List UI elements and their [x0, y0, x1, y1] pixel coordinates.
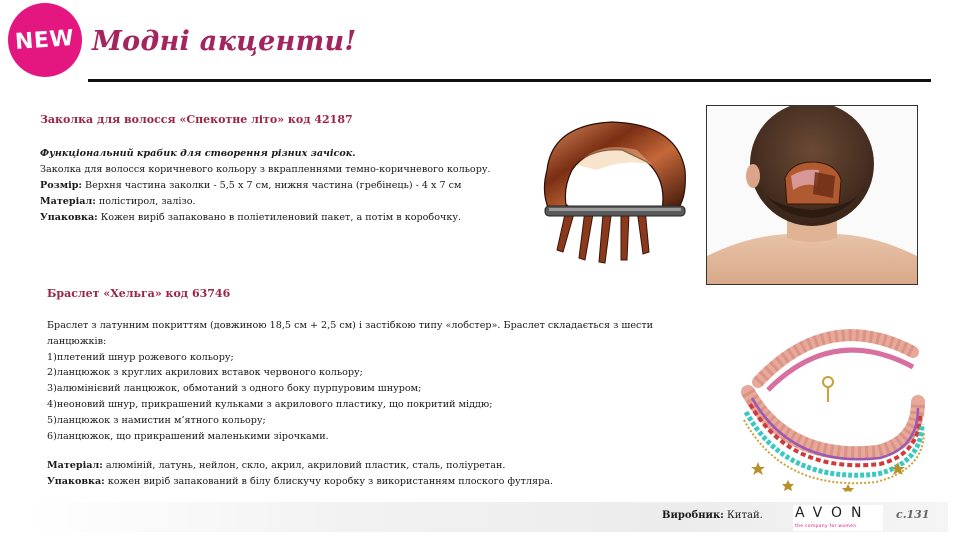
avon-wordmark: AVON	[795, 505, 871, 521]
clip-size-value: Верхня частина заколки - 5,5 х 7 см, нижня частина (гребінець) - 4 х 7 см	[85, 180, 462, 191]
clip-lead: Функціональний крабик для створення різних зачісок.	[40, 148, 356, 159]
hair-clip-model-photo	[706, 105, 918, 285]
bracelet-chain-item: 4)неоновий шнур, прикрашений кульками з акрилового пластику, що покритий міддю;	[47, 398, 493, 410]
clip-material-line	[40, 194, 510, 210]
avon-logo	[793, 505, 883, 531]
bracelet-chain-item: 1)плетений шнур рожевого кольору;	[47, 351, 234, 363]
new-badge	[8, 3, 82, 77]
bracelet-material-line	[47, 458, 677, 474]
clip-packaging-line	[40, 210, 510, 226]
bracelet-intro: Браслет з латунним покриттям (довжиною 18,5 см + 2,5 см) і застібкою типу «лобстер». Браслет складається з шести ланцюжків:	[47, 320, 654, 347]
hair-clip-product-image	[527, 110, 697, 280]
spacer	[47, 444, 677, 458]
producer-info	[662, 510, 763, 521]
clip-material-label: Матеріал:	[40, 196, 96, 207]
avon-tagline: the company for women	[795, 524, 857, 529]
new-badge-label: NEW	[14, 25, 76, 55]
bracelet-packaging-label: Упаковка:	[47, 476, 105, 488]
bracelet-chain-item: 3)алюмінієвий ланцюжок, обмотаний з одного боку пурпуровим шнуром;	[47, 383, 422, 395]
producer-label: Виробник:	[662, 510, 724, 521]
bracelet-material-value: алюміній, латунь, нейлон, скло, акрил, акриловий пластик, сталь, поліуретан.	[105, 460, 506, 472]
model-back-of-head-image	[707, 106, 917, 284]
clip-material-value: полістирол, залізо.	[98, 196, 196, 207]
bracelet-product-title: Браслет «Хельга» код 63746	[47, 287, 231, 300]
page-title: Модні акценти!	[92, 26, 357, 57]
header-divider	[88, 79, 931, 82]
bracelet-description	[47, 318, 677, 490]
clip-description-text: Заколка для волосся коричневого кольору з вкрапленнями темно-коричневого кольору.	[40, 164, 491, 175]
bracelet-chain-item: 5)ланцюжок з намистин м’ятного кольору;	[47, 414, 266, 426]
page-number: с.131	[896, 508, 930, 521]
bracelet-packaging-value: кожен виріб запакований в білу блискучу коробку з використанням плоского футляра.	[107, 476, 553, 488]
clip-packaging-label: Упаковка:	[40, 212, 98, 223]
bracelet-material-label: Матеріал:	[47, 460, 103, 472]
bracelet-packaging-line	[47, 474, 677, 490]
bracelet-chain-item: 2)ланцюжок з круглих акрилових вставок червоного кольору;	[47, 367, 363, 379]
clip-size-line	[40, 178, 510, 194]
producer-value: Китай.	[727, 510, 763, 521]
clip-packaging-value: Кожен виріб запаковано в поліетиленовий пакет, а потім в коробочку.	[100, 212, 462, 223]
clip-description	[40, 146, 510, 226]
bracelet-product-image	[728, 312, 928, 492]
bracelet-chain-item: 6)ланцюжок, що прикрашений маленькими зірочками.	[47, 430, 329, 442]
clip-product-title: Заколка для волосся «Спекотне літо» код 42187	[40, 113, 353, 126]
clip-size-label: Розмір:	[40, 180, 82, 191]
